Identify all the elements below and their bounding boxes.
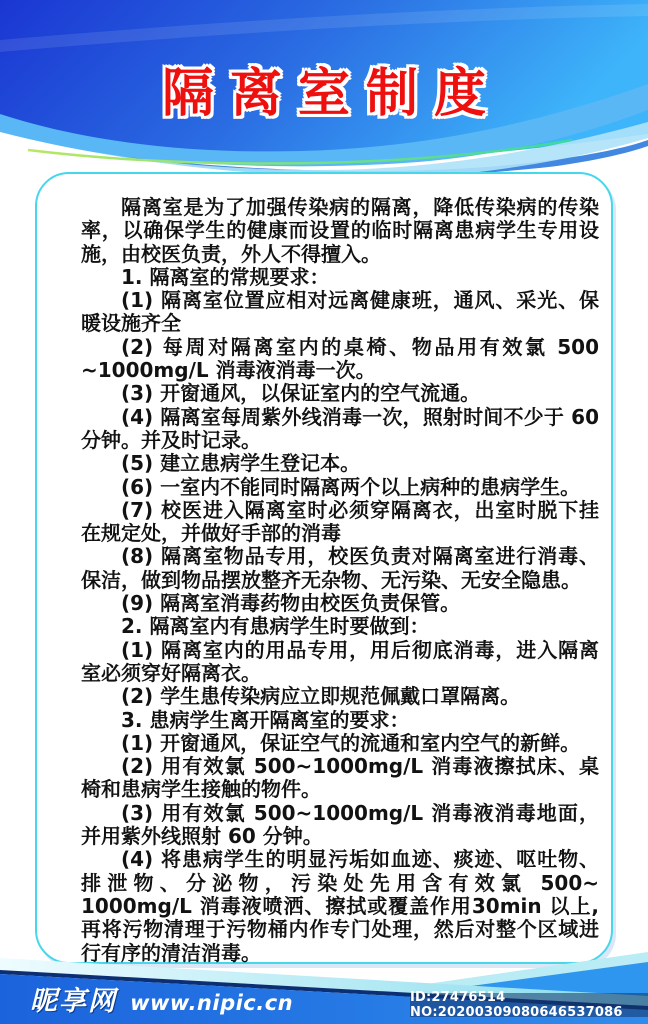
- rule-item: (4) 隔离室每周紫外线消毒一次，照射时间不少于 60 分钟。并及时记录。: [81, 404, 599, 452]
- rule-item: (1) 隔离室位置应相对远离健康班，通风、采光、保暖设施齐全: [81, 288, 599, 336]
- image-id-label: ID:27476514 NO:20200309080646537086: [410, 993, 648, 1017]
- site-logo: [30, 979, 293, 1018]
- rule-item: (3) 用有效氯 500~1000mg/L 消毒液消毒地面，并用紫外线照射 60 分钟。: [81, 800, 599, 849]
- section-1-heading: 1. 隔离室的常规要求：: [121, 264, 330, 289]
- rule-item: (7) 校医进入隔离室时必须穿隔离衣，出室时脱下挂在规定处，并做好手部的消毒: [81, 497, 599, 546]
- site-url-label: www.nipic.cn: [130, 991, 294, 1015]
- rule-item: (6) 一室内不能同时隔离两个以上病种的患病学生。: [121, 474, 581, 499]
- rule-item: (5) 建立患病学生登记本。: [121, 451, 361, 476]
- rule-item: (4) 将患病学生的明显污垢如血迹、痰迹、呕吐物、排泄物、分泌物，污染处先用含有效氯 500~ 1000mg/L 消毒液喷洒、擦拭或覆盖作用30min 以上,再将污物清理于污物桶内作专门处理，然后对整个区域进行有序的清洁消毒。: [81, 847, 599, 965]
- content-panel: [35, 172, 613, 964]
- section-3-heading: 3. 患病学生离开隔离室的要求：: [121, 707, 410, 732]
- footer-banner: [0, 930, 648, 1024]
- header-banner: [0, 0, 648, 200]
- site-name-label: 昵享网: [30, 986, 117, 1017]
- rule-item: (1) 开窗通风，保证空气的流通和室内空气的新鲜。: [121, 730, 581, 755]
- paragraph-intro: 隔离室是为了加强传染病的隔离，降低传染病的传染率，以确保学生的健康而设置的临时隔离患病学生专用设施，由校医负责，外人不得擅入。: [81, 195, 599, 266]
- rule-item: (9) 隔离室消毒药物由校医负责保管。: [121, 591, 461, 616]
- rule-item: (3) 开窗通风，以保证室内的空气流通。: [121, 381, 481, 406]
- rule-item: (2) 每周对隔离室内的桌椅、物品用有效氯 500 ~1000mg/L 消毒液消毒一次。: [81, 334, 599, 383]
- rule-item: (1) 隔离室内的用品专用，用后彻底消毒，进入隔离室必须穿好隔离衣。: [81, 637, 599, 685]
- rule-item: (2) 学生患传染病应立即规范佩戴口罩隔离。: [121, 684, 521, 709]
- rule-item: (2) 用有效氯 500~1000mg/L 消毒液擦拭床、桌椅和患病学生接触的物件。: [81, 754, 599, 802]
- rule-item: (8) 隔离室物品专用，校医负责对隔离室进行消毒、保洁，做到物品摆放整齐无杂物、无污染、无安全隐患。: [81, 544, 599, 592]
- section-2-heading: 2. 隔离室内有患病学生时要做到：: [121, 614, 430, 639]
- page-title: 隔离室制度: [161, 64, 502, 124]
